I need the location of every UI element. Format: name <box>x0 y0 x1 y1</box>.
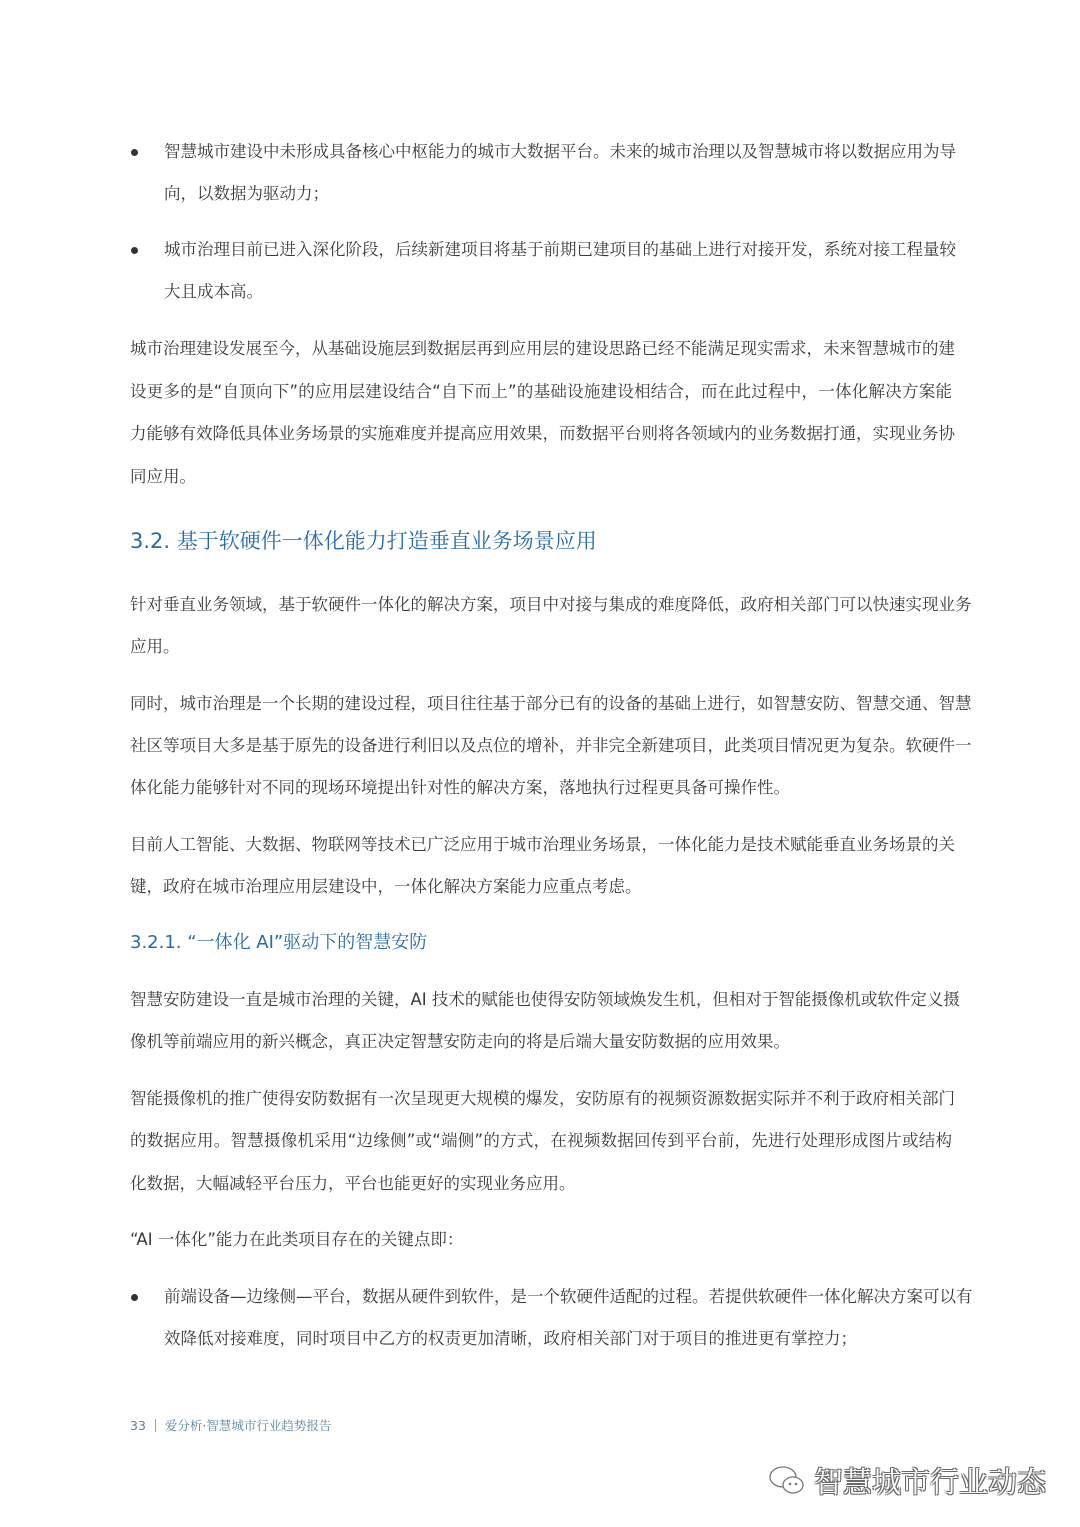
page-number: 33 <box>130 1418 146 1433</box>
paragraph-line: 的数据应用。智慧摄像机采用“边缘侧”或“端侧”的方式，在视频数据回传到平台前，先进行处理形成图片或结构 <box>130 1131 952 1150</box>
paragraph-line: 键，政府在城市治理应用层建设中，一体化解决方案能力应重点考虑。 <box>130 877 642 896</box>
list-item-line: 向，以数据为驱动力； <box>164 184 329 203</box>
bullet-icon <box>131 247 138 254</box>
wechat-icon <box>768 1464 806 1498</box>
list-item-line: 城市治理目前已进入深化阶段，后续新建项目将基于前期已建项目的基础上进行对接开发，系统对接工程量较 <box>164 240 956 259</box>
watermark <box>768 1460 1046 1501</box>
paragraph-line: “AI 一体化”能力在此类项目存在的关键点即： <box>130 1230 464 1249</box>
list-item-line: 效降低对接难度，同时项目中乙方的权责更加清晰，政府相关部门对于项目的推进更有掌控力； <box>164 1329 857 1348</box>
list-item-line: 大且成本高。 <box>164 282 263 301</box>
paragraph-line: 设更多的是“自顶向下”的应用层建设结合“自下而上”的基础设施建设相结合，而在此过程中，一体化解决方案能 <box>130 382 952 401</box>
page-footer <box>130 1416 331 1434</box>
paragraph-line: 目前人工智能、大数据、物联网等技术已广泛应用于城市治理业务场景，一体化能力是技术赋能垂直业务场景的关 <box>130 835 955 854</box>
paragraph-line: 针对垂直业务领域，基于软硬件一体化的解决方案，项目中对接与集成的难度降低，政府相关部门可以快速实现业务 <box>130 595 972 614</box>
section-heading: 3.2. 基于软硬件一体化能力打造垂直业务场景应用 <box>130 529 597 553</box>
paragraph-line: 社区等项目大多是基于原先的设备进行利旧以及点位的增补，并非完全新建项目，此类项目情况更为复杂。软硬件一 <box>130 736 972 755</box>
paragraph-line: 应用。 <box>130 637 180 656</box>
list-item-line: 前端设备—边缘侧—平台，数据从硬件到软件，是一个软硬件适配的过程。若提供软硬件一体化解决方案可以有 <box>164 1287 973 1306</box>
paragraph-line: 力能够有效降低具体业务场景的实施难度并提高应用效果，而数据平台则将各领域内的业务数据打通，实现业务协 <box>130 424 955 443</box>
paragraph-line: 像机等前端应用的新兴概念，真正决定智慧安防走向的将是后端大量安防数据的应用效果。 <box>130 1032 790 1051</box>
paragraph-line: 城市治理建设发展至今，从基础设施层到数据层再到应用层的建设思路已经不能满足现实需求，未来智慧城市的建 <box>130 339 955 358</box>
paragraph-line: 智能摄像机的推广使得安防数据有一次呈现更大规模的爆发，安防原有的视频资源数据实际并不利于政府相关部门 <box>130 1089 955 1108</box>
bullet-icon <box>131 1294 138 1301</box>
paragraph-line: 化数据，大幅减轻平台压力，平台也能更好的实现业务应用。 <box>130 1174 576 1193</box>
footer-title: 爱分析·智慧城市行业趋势报告 <box>164 1418 332 1433</box>
paragraph-line: 同应用。 <box>130 467 196 486</box>
subsection-heading: 3.2.1. “一体化 AI”驱动下的智慧安防 <box>130 932 428 953</box>
footer-divider <box>155 1419 156 1432</box>
paragraph-line: 智慧安防建设一直是城市治理的关键，AI 技术的赋能也使得安防领域焕发生机，但相对于智能摄像机或软件定义摄 <box>130 990 960 1009</box>
paragraph-line: 同时，城市治理是一个长期的建设过程，项目往往基于部分已有的设备的基础上进行，如智慧安防、智慧交通、智慧 <box>130 694 972 713</box>
list-item-line: 智慧城市建设中未形成具备核心中枢能力的城市大数据平台。未来的城市治理以及智慧城市将以数据应用为导 <box>164 142 956 161</box>
paragraph-line: 体化能力能够针对不同的现场环境提出针对性的解决方案，落地执行过程更具备可操作性。 <box>130 778 790 797</box>
bullet-icon <box>131 149 138 156</box>
watermark-text: 智慧城市行业动态 <box>813 1465 1046 1499</box>
